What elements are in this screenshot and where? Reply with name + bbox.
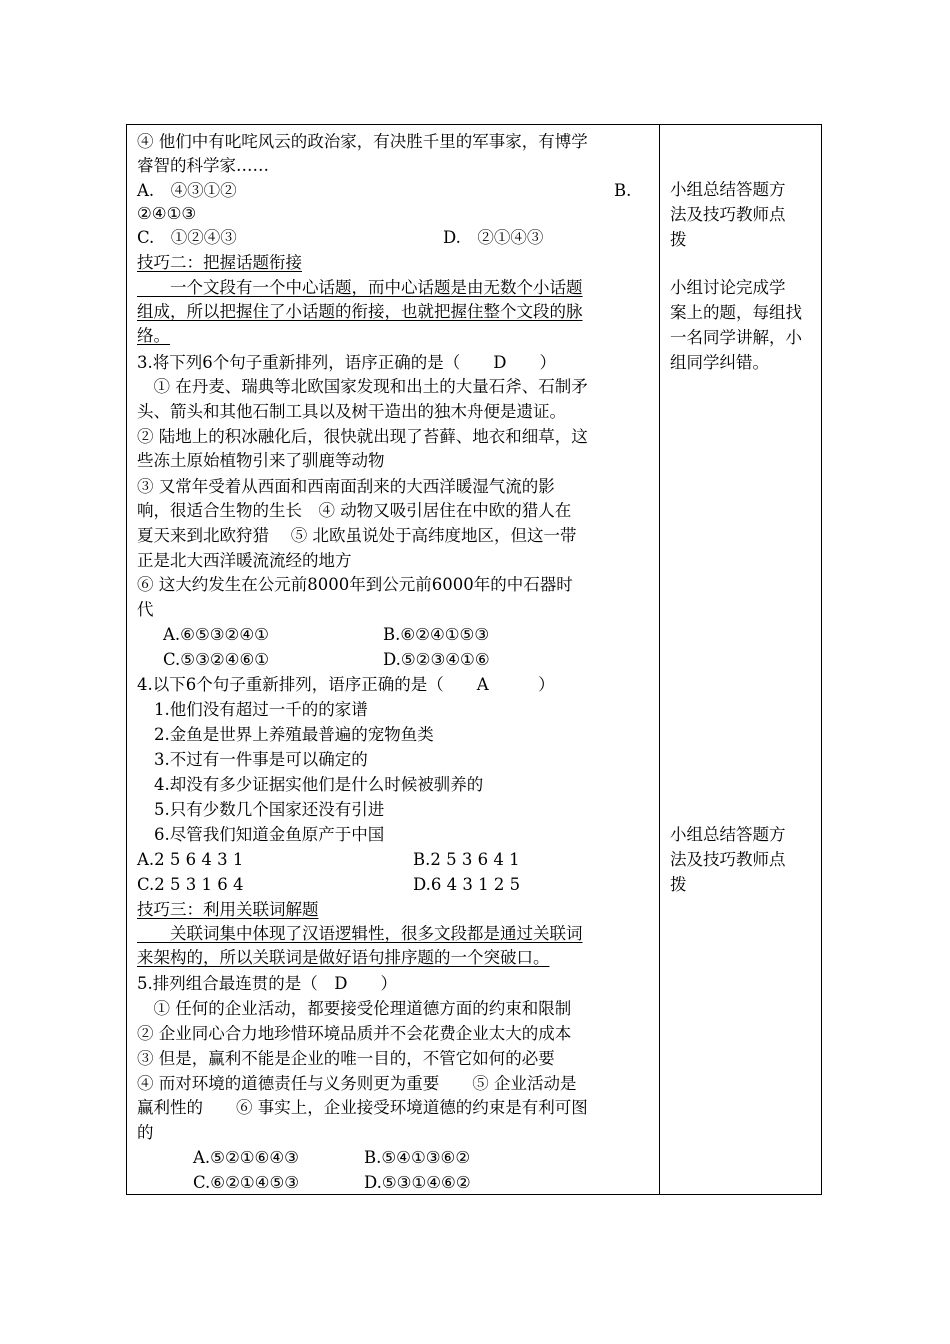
option-d: D.⑤③①④⑥②	[364, 1173, 471, 1192]
option-a: A.⑤②①⑥④③	[193, 1148, 299, 1167]
sentence-item: 5.只有少数几个国家还没有引进	[154, 800, 385, 819]
lesson-table	[126, 124, 822, 1195]
text-line: ① 在丹麦、瑞典等北欧国家发现和出土的大量石斧、石制矛	[137, 377, 588, 396]
activity-column	[660, 125, 821, 1194]
activity-note: 小组讨论完成学	[670, 278, 786, 297]
text-line: ① 任何的企业活动，都要接受伦理道德方面的约束和限制	[137, 999, 572, 1018]
tip-text: 组成，所以把握住了小话题的衔接，也就把握住整个文段的脉	[137, 302, 583, 321]
option-c: C.⑥②①④⑤③	[193, 1173, 300, 1192]
text-line: 赢利性的 ⑥ 事实上，企业接受环境道德的约束是有利可图	[137, 1098, 588, 1117]
text-line: 响，很适合生物的生长 ④ 动物又吸引居住在中欧的猎人在	[137, 501, 572, 520]
content-column	[127, 125, 660, 1194]
text-line: ③ 但是，赢利不能是企业的唯一目的，不管它如何的必要	[137, 1049, 555, 1068]
question-4: 4.以下6个句子重新排列，语序正确的是（ A ）	[137, 675, 555, 694]
text-line: ② 陆地上的积冰融化后，很快就出现了苔藓、地衣和细草，这	[137, 427, 588, 446]
text-line: 的	[137, 1123, 154, 1142]
tip-text: 一个文段有一个中心话题，而中心话题是由无数个小话题	[137, 278, 583, 297]
activity-note: 法及技巧教师点	[670, 850, 786, 869]
text-line: 正是北大西洋暖流流经的地方	[137, 551, 352, 570]
section-heading-3: 技巧三：利用关联词解题	[137, 900, 319, 919]
option-a: A.⑥⑤③②④①	[163, 625, 269, 644]
activity-note: 小组总结答题方	[670, 180, 786, 199]
tip-text: 来架构的，所以关联词是做好语句排序题的一个突破口。	[137, 948, 550, 967]
text-line: ④ 他们中有叱咤风云的政治家，有决胜千里的军事家，有博学	[137, 132, 588, 151]
option-b-value: ②④①③	[137, 204, 197, 223]
option-a: A. ④③①②	[137, 181, 237, 200]
text-line: 代	[137, 600, 154, 619]
question-5: 5.排列组合最连贯的是（ D ）	[137, 974, 397, 993]
option-b: B.⑤④①③⑥②	[364, 1148, 471, 1167]
activity-note: 小组总结答题方	[670, 825, 786, 844]
option-d: D.⑤②③④①⑥	[383, 650, 490, 669]
activity-note: 案上的题，每组找	[670, 303, 802, 322]
activity-note: 拨	[670, 875, 687, 894]
option-c: C. ①②④③	[137, 228, 237, 247]
option-c: C.⑤③②④⑥①	[163, 650, 270, 669]
sentence-item: 6.尽管我们知道金鱼原产于中国	[154, 825, 385, 844]
option-d: D. ②①④③	[443, 228, 544, 247]
sentence-item: 4.却没有多少证据实他们是什么时候被驯养的	[154, 775, 484, 794]
option-d: D.6 4 3 1 2 5	[413, 875, 521, 894]
option-a: A.2 5 6 4 3 1	[137, 850, 244, 869]
tip-text: 络。	[137, 326, 170, 345]
text-line: ② 企业同心合力地珍惜环境品质并不会花费企业太大的成本	[137, 1024, 572, 1043]
activity-note: 一名同学讲解，小	[670, 328, 802, 347]
sentence-item: 3.不过有一件事是可以确定的	[154, 750, 368, 769]
text-line: 头、箭头和其他石制工具以及树干造出的独木舟便是遗证。	[137, 402, 566, 421]
activity-note: 组同学纠错。	[670, 353, 769, 372]
tip-text: 关联词集中体现了汉语逻辑性，很多文段都是通过关联词	[137, 924, 583, 943]
section-heading-2: 技巧二：把握话题衔接	[137, 253, 302, 272]
activity-note: 拨	[670, 230, 687, 249]
text-line: 夏天来到北欧狩猎 ⑤ 北欧虽说处于高纬度地区，但这一带	[137, 526, 577, 545]
text-line: 些冻土原始植物引来了驯鹿等动物	[137, 451, 385, 470]
activity-note: 法及技巧教师点	[670, 205, 786, 224]
option-b: B.⑥②④①⑤③	[383, 625, 490, 644]
sentence-item: 2.金鱼是世界上养殖最普遍的宠物鱼类	[154, 725, 434, 744]
text-line: ⑥ 这大约发生在公元前8000年到公元前6000年的中石器时	[137, 575, 573, 594]
sentence-item: 1.他们没有超过一千的的家谱	[154, 700, 368, 719]
text-line: 睿智的科学家……	[137, 156, 269, 175]
question-3: 3.将下列6个句子重新排列，语序正确的是（ D ）	[137, 353, 556, 372]
text-line: ③ 又常年受着从西面和西南面刮来的大西洋暖湿气流的影	[137, 477, 555, 496]
option-c: C.2 5 3 1 6 4	[137, 875, 244, 894]
option-b-label: B.	[614, 181, 632, 200]
text-line: ④ 而对环境的道德责任与义务则更为重要 ⑤ 企业活动是	[137, 1074, 577, 1093]
option-b: B.2 5 3 6 4 1	[413, 850, 520, 869]
